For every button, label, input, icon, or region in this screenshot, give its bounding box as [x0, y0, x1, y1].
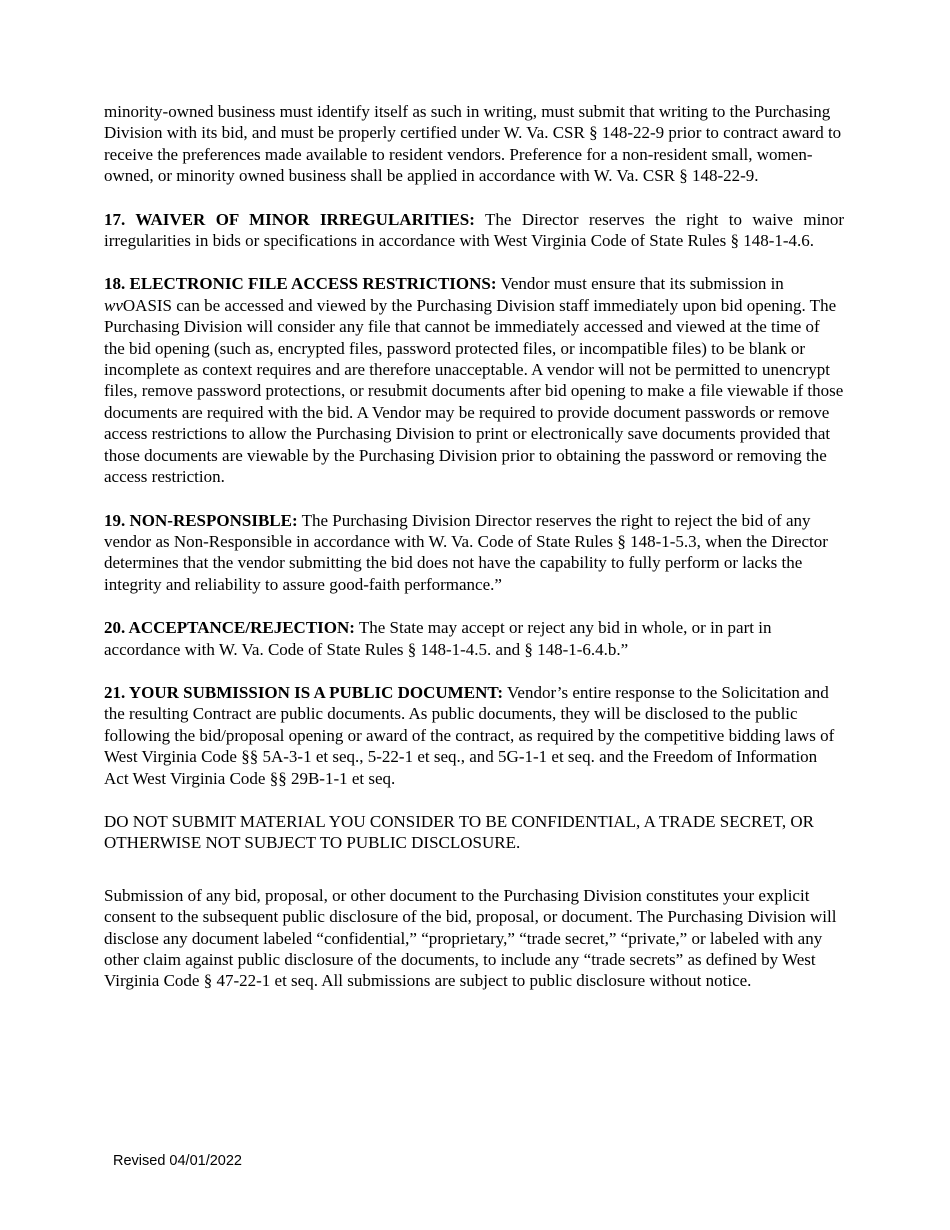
section-21-heading: 21. YOUR SUBMISSION IS A PUBLIC DOCUMENT: [104, 682, 504, 702]
section-19-body: The Purchasing Division Director reserves the right to reject the bid of any vendor as Non-Responsible in accordance with W. Va. Code of State Rules § 148-1-5.3, when the Director determines that the vendor submitting the bid does not have the capability to fully perform or lacks the integrity and reliability to assure good-faith performance.” [104, 510, 828, 594]
confidentiality-notice: DO NOT SUBMIT MATERIAL YOU CONSIDER TO BE CONFIDENTIAL, A TRADE SECRET, OR OTHERWISE NOT SUBJECT TO PUBLIC DISCLOSURE. [104, 811, 814, 853]
disclosure-paragraph: Submission of any bid, proposal, or other document to the Purchasing Division constitutes your explicit consent to the subsequent public disclosure of the bid, proposal, or document. The Purchasing Division will disclose any document labeled “confidential,” “proprietary,” “trade secret,” “private,” or labeled with any other claim against public disclosure of the documents, to include any “trade secrets” as defined by West Virginia Code § 47-22-1 et seq. All submissions are subject to public disclosure without notice. [104, 885, 837, 991]
section-17-paragraph [104, 209, 844, 252]
section-18-body-rest: OASIS can be accessed and viewed by the Purchasing Division staff immediately upon bid opening. The Purchasing Division will consider any file that cannot be immediately accessed and viewed at the time of the bid opening (such as, encrypted files, password protected files, or incompatible files) to be blank or incomplete as context requires and are therefore unacceptable. A vendor will not be permitted to unencrypt files, remove password protections, or resubmit documents after bid opening to make a file viewable if those documents are required with the bid. A Vendor may be required to provide document passwords or remove access restrictions to allow the Purchasing Division to print or electronically save documents provided that those documents are viewable by the Purchasing Division prior to obtaining the password or removing the access restriction. [104, 295, 844, 487]
section-18-heading: 18. ELECTRONIC FILE ACCESS RESTRICTIONS: [104, 274, 497, 294]
section-20-body: The State may accept or reject any bid in whole, or in part in accordance with W. Va. Code of State Rules § 148-1-4.5. and § 148-1-6.4.b.” [104, 618, 772, 659]
section-18-body-start: Vendor must ensure that its submission in [496, 274, 784, 294]
section-17-heading: 17. WAIVER OF MINOR IRREGULARITIES: [104, 209, 475, 229]
section-19-heading: 19. NON-RESPONSIBLE: [104, 510, 298, 530]
section-21-body: Vendor’s entire response to the Solicitation and the resulting Contract are public documents. As public documents, they will be disclosed to the public following the bid/proposal opening or award of the contract, as required by the competitive bidding laws of West Virginia Code §§ 5A-3-1 et seq., 5-22-1 et seq., and 5G-1-1 et seq. and the Freedom of Information Act West Virginia Code §§ 29B-1-1 et seq. [104, 682, 835, 788]
section-21-paragraph [104, 682, 844, 789]
revision-footer: Revised 04/01/2022 [113, 1153, 242, 1169]
section-19-paragraph [104, 510, 844, 596]
section-18-italic-wv: wv [104, 295, 123, 315]
intro-paragraph: minority-owned business must identify itself as such in writing, must submit that writing to the Purchasing Division with its bid, and must be properly certified under W. Va. CSR § 148-22-9 prior to contract award to receive the preferences made available to resident vendors. Preference for a non-resident small, women-owned, or minority owned business shall be applied in accordance with W. Va. CSR § 148-22-9. [104, 102, 842, 186]
section-20-heading: 20. ACCEPTANCE/REJECTION: [104, 618, 355, 638]
section-20-paragraph [104, 617, 844, 660]
section-17-body: The Director reserves the right to waive minor irregularities in bids or specifications in accordance with West Virginia Code of State Rules § 148-1-4.6. [104, 209, 844, 251]
section-18-paragraph [104, 273, 844, 487]
document-page [104, 101, 844, 1014]
